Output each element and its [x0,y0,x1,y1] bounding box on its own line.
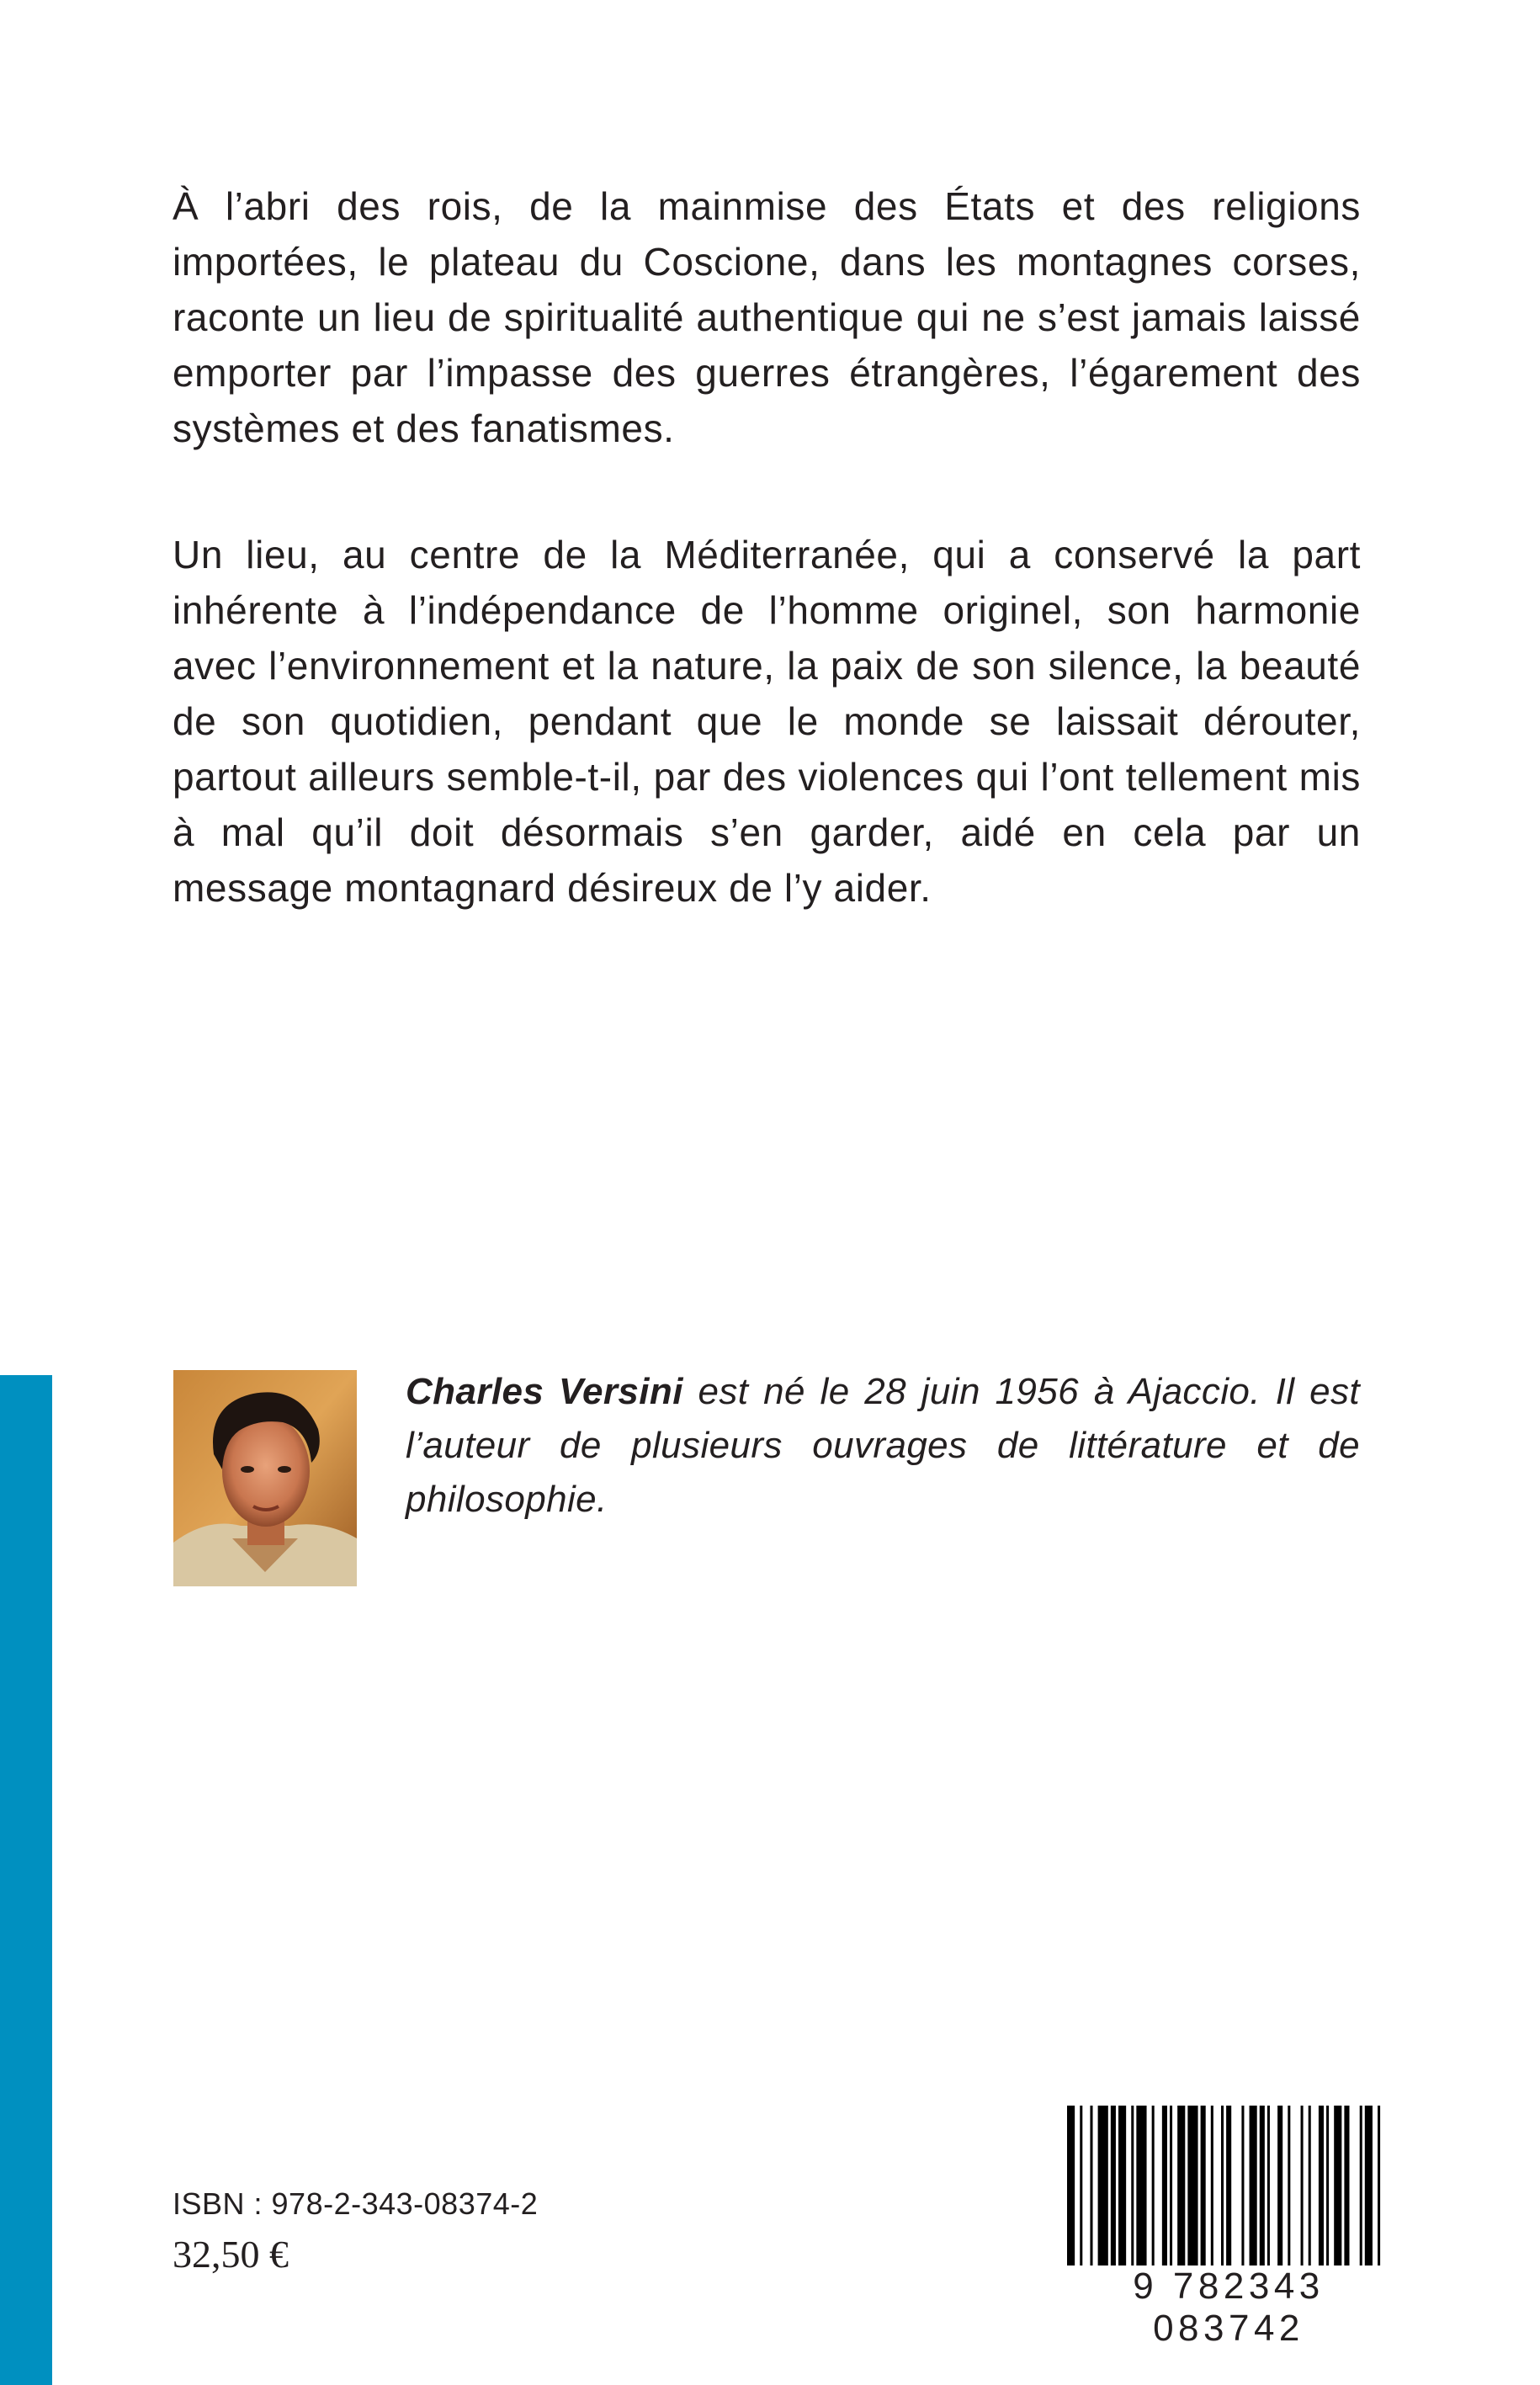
author-name: Charles Versini [406,1371,683,1412]
back-cover-blurb [173,178,1361,916]
blurb-paragraph-1: À l’abri des rois, de la mainmise des États et des religions importées, le plateau du Coscione, dans les montagnes corses, raconte un lieu de spiritualité authentique qui ne s’est jamais laissé emporter par l’impasse des guerres étrangères, l’égarement des systèmes et des fanatismes. [173,184,1361,450]
barcode-digits: 9 782343 083742 [1052,2265,1405,2350]
author-photo [173,1370,357,1586]
author-bio-text: est né le 28 juin 1956 à Ajaccio. Il est l’auteur de plusieurs ouvrages de littérature et de philosophie. [406,1371,1360,1520]
accent-side-bar [0,1375,52,2385]
author-bio [406,1365,1360,1527]
blurb-paragraph-2: Un lieu, au centre de la Méditerranée, qui a conservé la part inhérente à l’indépendance de l’homme originel, son harmonie avec l’environnement et la nature, la paix de son silence, la beauté de son quotidien, pendant que le monde se laissait dérouter, partout ailleurs semble-t-il, par des violences qui l’ont tellement mis à mal qu’il doit désormais s’en garder, aidé en cela par un message montagnard désireux de l’y aider. [173,533,1361,910]
isbn: ISBN : 978-2-343-08374-2 [173,2186,539,2221]
price: 32,50 € [173,2233,289,2276]
